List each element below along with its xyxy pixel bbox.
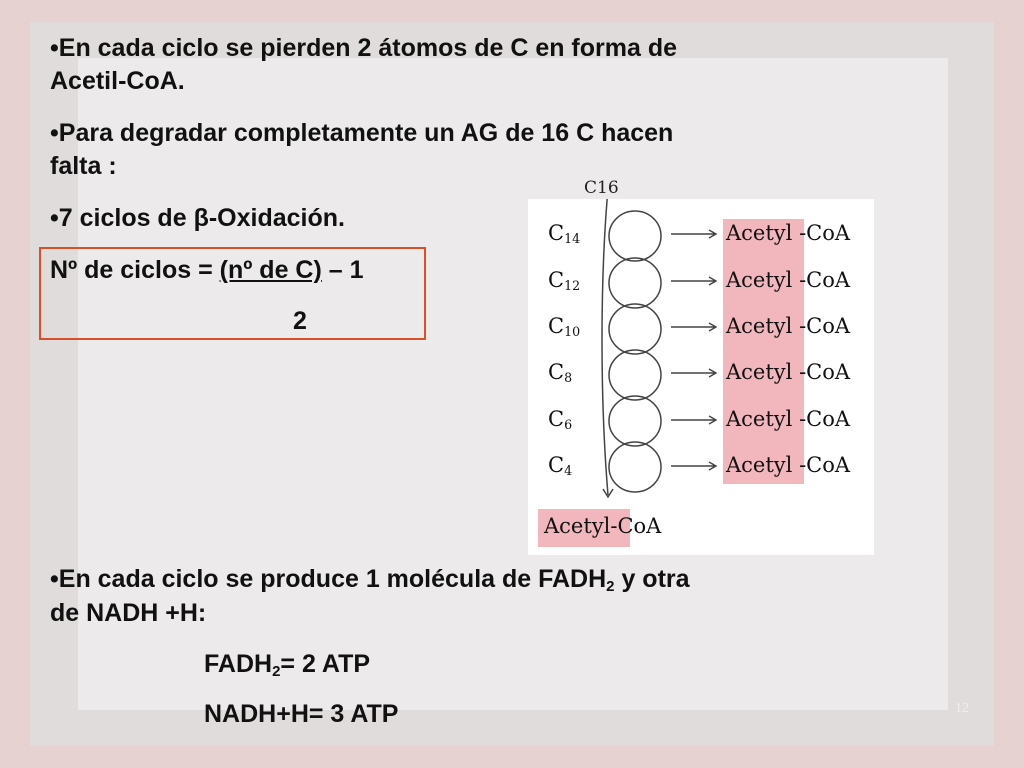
fadh2-subscript: 2 [606, 577, 615, 595]
bullet-line-1b: Acetil-CoA. [50, 67, 185, 95]
bullet-mark: • [50, 204, 59, 232]
beta-symbol: β [193, 204, 209, 232]
formula-prefix: Nº de ciclos = [50, 256, 220, 284]
bullet-line-3 [50, 204, 345, 233]
bullet-5-text-post: y otra [614, 565, 690, 593]
bullet-line-5b: de NADH +H: [50, 599, 207, 627]
acetyl-coa-row: Acetyl -CoA [726, 314, 851, 338]
bullet-3-text-pre: 7 ciclos de [58, 204, 194, 232]
bullet-5-text-pre: En cada ciclo se produce 1 molécula de FADH [58, 565, 607, 593]
acetyl-highlight-column [723, 219, 804, 484]
spiral-axis [602, 199, 608, 495]
carbon-label-c4: $C_4$ [548, 453, 573, 479]
carbon-label-c14: $C_{14}$ [548, 221, 581, 247]
bullet-3-text-post: -Oxidación. [208, 204, 345, 232]
acetyl-coa-row: Acetyl -CoA [726, 268, 851, 292]
page-number: 12 [955, 701, 969, 716]
bullet-mark: • [50, 119, 59, 147]
bullet-2-text-a: Para degradar completamente un AG de 16 C hacen [58, 119, 674, 147]
acetyl-coa-row: Acetyl -CoA [726, 360, 851, 384]
bullet-mark: • [50, 34, 59, 62]
formula-denominator: 2 [293, 307, 307, 335]
bullet-line-2 [50, 119, 673, 148]
nadh-atp-line: NADH+H= 3 ATP [204, 700, 399, 728]
cleavage-arrows [671, 230, 716, 470]
formula-suffix: – 1 [321, 256, 364, 284]
bullet-mark: • [50, 565, 59, 593]
carbon-label-c12: $C_{12}$ [548, 268, 581, 294]
acetyl-coa-row: Acetyl -CoA [726, 221, 851, 245]
acetyl-coa-row: Acetyl -CoA [726, 407, 851, 431]
carbon-label-c10: $C_{10}$ [548, 314, 581, 340]
formula-numerator: (nº de C) [219, 256, 322, 284]
fadh2-atp-line: $FADH_2= 2$ ATP [204, 650, 371, 680]
carbon-label-c6: $C_6$ [548, 407, 573, 433]
beta-oxidation-diagram [528, 199, 874, 555]
acetyl-coa-final: Acetyl-CoA [544, 514, 662, 538]
acetyl-coa-row: Acetyl -CoA [726, 453, 851, 477]
formula-line [50, 256, 364, 285]
bullet-line-2b: falta : [50, 152, 117, 180]
spiral-loops [609, 211, 661, 492]
bullet-line-5 [50, 565, 690, 595]
bullet-1-text-a: En cada ciclo se pierden 2 átomos de C en forma de [58, 34, 678, 62]
bullet-line-1 [50, 34, 677, 63]
carbon-label-c8: $C_8$ [548, 360, 573, 386]
diagram-top-label: C16 [584, 178, 619, 198]
